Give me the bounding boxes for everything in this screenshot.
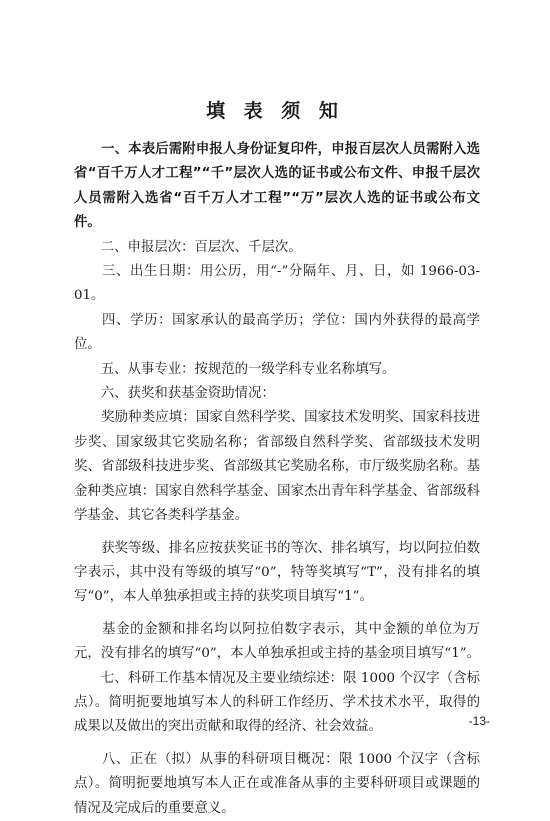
paragraph-3: 三、出生日期：用公历，用“-”分隔年、月、日，如 1966-03-01。 xyxy=(74,264,480,304)
paragraph-6: 六、获奖和获基金资助情况： xyxy=(74,386,275,402)
paragraph-4: 四、学历：国家承认的最高学历；学位：国内外获得的最高学位。 xyxy=(74,312,480,353)
paragraph-10: 七、科研工作基本情况及主要业绩综述：限 1000 个汉字（含标点）。简明扼要地填写本人的科研工作经历、学术技术水平，取得的成果以及做出的突出贡献和取得的经济、社会效益。 xyxy=(74,670,480,735)
paragraph-2: 二、申报层次：百层次、千层次。 xyxy=(74,239,302,255)
page-number: -13- xyxy=(468,714,490,728)
paragraph-11: 八、正在（拟）从事的科研项目概况：限 1000 个汉字（含标点）。简明扼要地填写本人正在或准备从事的主要科研项目或课题的情况及完成后的重要意义。 xyxy=(74,751,480,816)
paragraph-5: 五、从事专业：按规范的一级学科专业名称填写。 xyxy=(74,361,396,377)
instructions-body xyxy=(74,138,480,821)
paragraph-9: 基金的金额和排名均以阿拉伯数字表示，其中金额的单位为万元，没有排名的填写“0”，本人单独承担或主持的基金项目填写“1”。 xyxy=(74,621,480,662)
paragraph-1: 一、本表后需附申报人身份证复印件，申报百层次人员需附入选省“百千万人才工程”“千”层次人选的证书或公布文件、申报千层次人员需附入选省“百千万人才工程”“万”层次人选的证书或公布文件。 xyxy=(74,142,480,231)
paragraph-8: 获奖等级、排名应按获奖证书的等次、排名填写，均以阿拉伯数字表示，其中没有等级的填写“0”，特等奖填写“T”，没有排名的填写“0”，本人单独承担或主持的获奖项目填写“1”。 xyxy=(74,540,480,605)
page-title: 填 表 须 知 xyxy=(206,100,344,122)
paragraph-7: 奖励种类应填：国家自然科学奖、国家技术发明奖、国家科技进步奖、国家级其它奖励名称；省部级自然科学奖、省部级技术发明奖、省部级科技进步奖、省部级其它奖励名称，市厅级奖励名称。基金种类应填：国家自然科学基金、国家杰出青年科学基金、省部级科学基金、其它各类科学基金。 xyxy=(74,410,480,524)
